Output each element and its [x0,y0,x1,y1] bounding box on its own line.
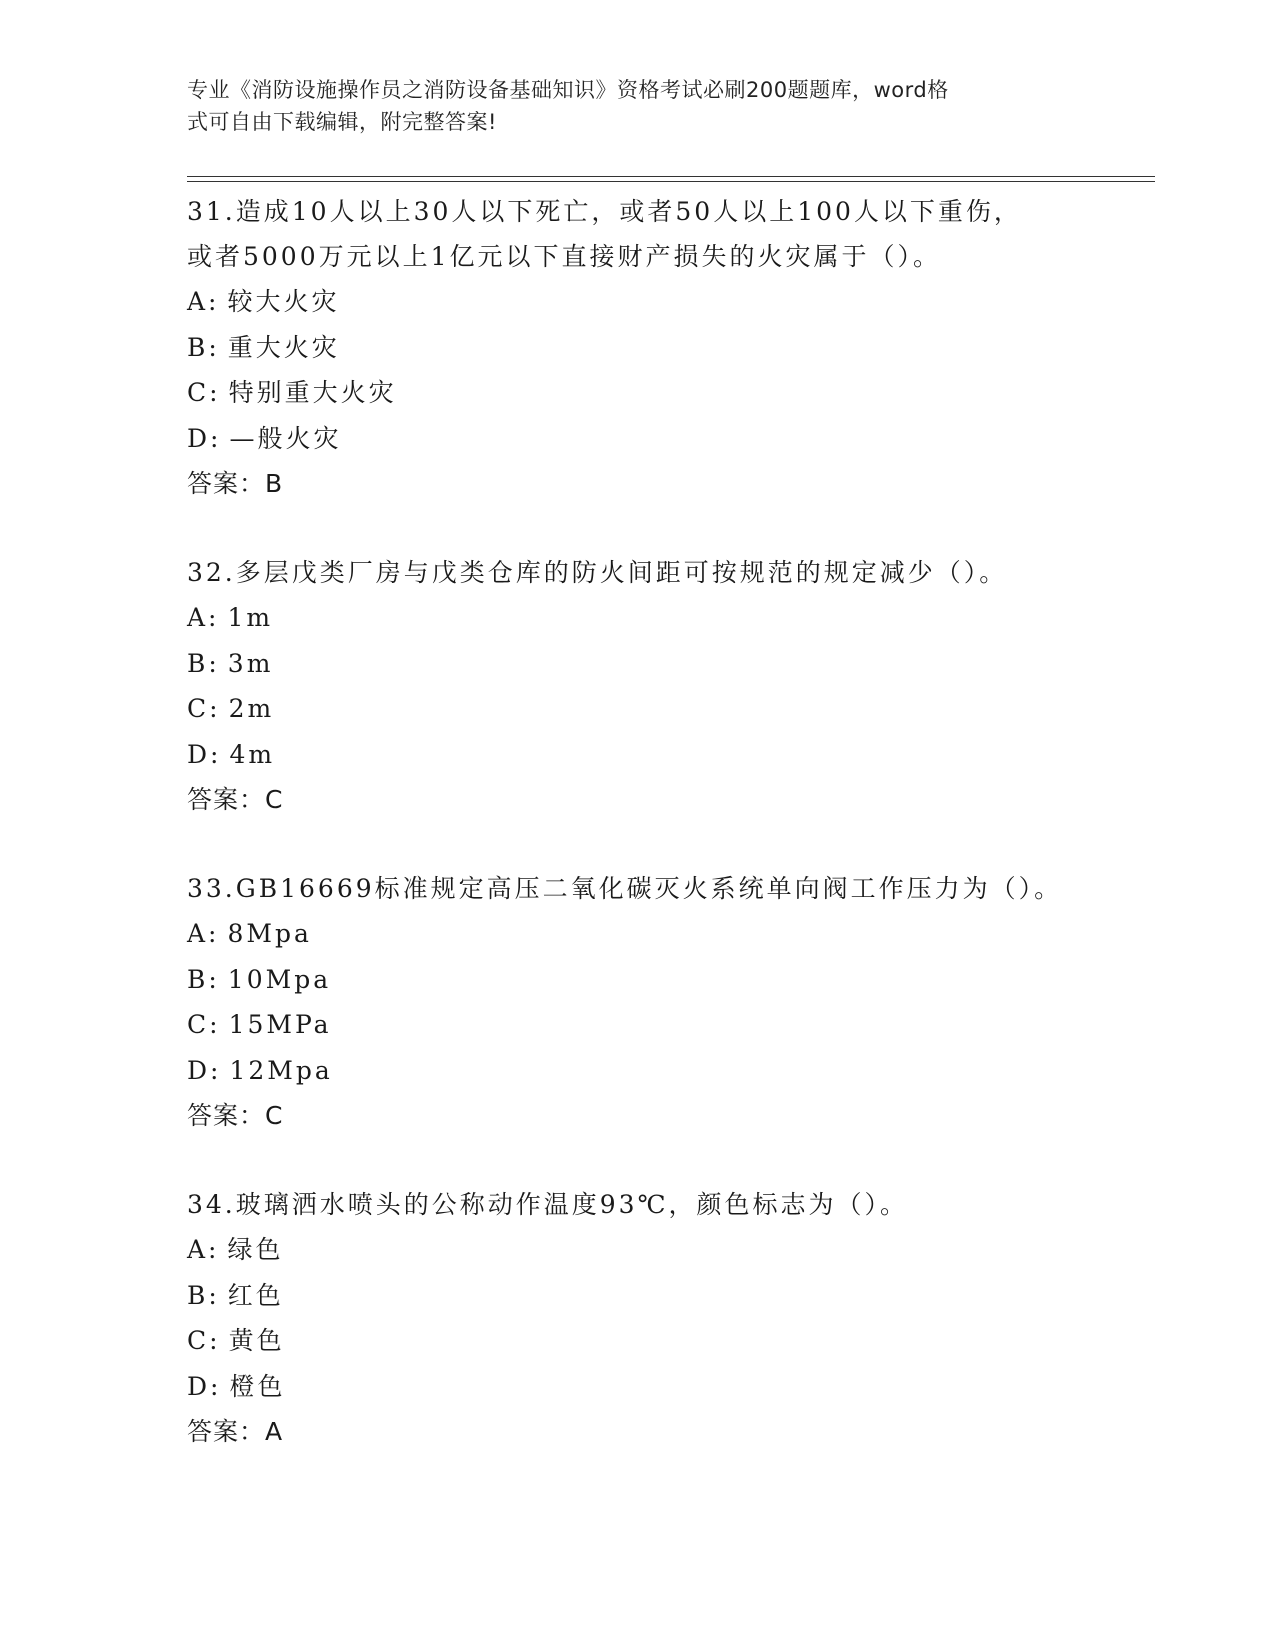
question-stem [187,1181,1087,1227]
option-a [187,279,1087,325]
header-line-1: 专业《消防设施操作员之消防设备基础知识》资格考试必刷200题题库，word格 [187,78,949,102]
header-divider-top [187,176,1155,177]
question-stem-line-2: 或者5000万元以上1亿元以下直接财产损失的火灾属于（）。 [187,242,942,271]
option-a [187,911,1087,957]
header-line-2: 式可自由下载编辑，附完整答案! [187,110,497,134]
option-a [187,595,1087,641]
option-letter: B: [187,1280,220,1310]
question-stem-line-1: 32.多层戊类厂房与戊类仓库的防火间距可按规范的规定减少（）。 [187,558,1008,587]
option-text: 8Mpa [227,919,312,948]
option-letter: A: [187,1235,220,1264]
option-text: —般火灾 [229,423,342,453]
option-text: 4m [229,739,276,769]
option-letter: A: [187,287,220,316]
question-stem [187,549,1087,595]
answer-label: 答案：B [187,469,284,498]
option-letter: B: [187,332,220,362]
option-text: 特别重大火灾 [228,378,397,407]
document-header [187,74,1067,138]
question-33 [187,865,1087,1138]
question-stem-line-1: 31.造成10人以上30人以下死亡，或者50人以上100人以下重伤， [187,197,1022,226]
option-text: 15MPa [228,1010,332,1039]
answer-label: 答案：C [187,1101,284,1130]
option-d [187,1364,1087,1410]
option-letter: D: [187,1055,222,1085]
option-letter: C: [187,1326,221,1355]
option-letter: C: [187,378,221,407]
option-letter: B: [187,648,220,678]
option-d [187,416,1087,462]
option-c [187,1002,1087,1048]
option-text: 3m [227,648,274,678]
option-b [187,641,1087,687]
question-stem [187,188,1087,279]
option-text: 2m [228,694,275,723]
option-letter: D: [187,423,222,453]
answer-label: 答案：C [187,785,284,814]
option-d [187,732,1087,778]
option-text: 黄色 [228,1326,285,1355]
option-text: 10Mpa [227,964,332,994]
question-34 [187,1181,1087,1454]
question-stem-line-1: 33.GB16669标准规定高压二氧化碳灭火系统单向阀工作压力为（）。 [187,874,1063,903]
option-letter: D: [187,739,222,769]
question-stem-line-1: 34.玻璃洒水喷头的公称动作温度93℃，颜色标志为（）。 [187,1190,909,1219]
option-text: 橙色 [229,1371,286,1401]
question-list [187,188,1087,1497]
option-text: 12Mpa [229,1055,333,1085]
option-b [187,957,1087,1003]
option-b [187,1273,1087,1319]
option-letter: C: [187,1010,221,1039]
option-letter: D: [187,1371,222,1401]
option-d [187,1048,1087,1094]
option-letter: C: [187,694,221,723]
option-text: 红色 [227,1280,284,1310]
option-text: 绿色 [227,1235,284,1264]
option-text: 1m [227,603,274,632]
option-b [187,325,1087,371]
answer-label: 答案：A [187,1417,284,1446]
option-a [187,1227,1087,1273]
option-letter: A: [187,919,220,948]
question-31 [187,188,1087,506]
question-stem [187,865,1087,911]
option-c [187,1318,1087,1364]
option-text: 较大火灾 [227,287,340,316]
option-c [187,370,1087,416]
option-letter: A: [187,603,220,632]
header-divider-bottom [187,181,1155,182]
option-letter: B: [187,964,220,994]
option-c [187,686,1087,732]
question-32 [187,549,1087,822]
option-text: 重大火灾 [227,332,340,362]
